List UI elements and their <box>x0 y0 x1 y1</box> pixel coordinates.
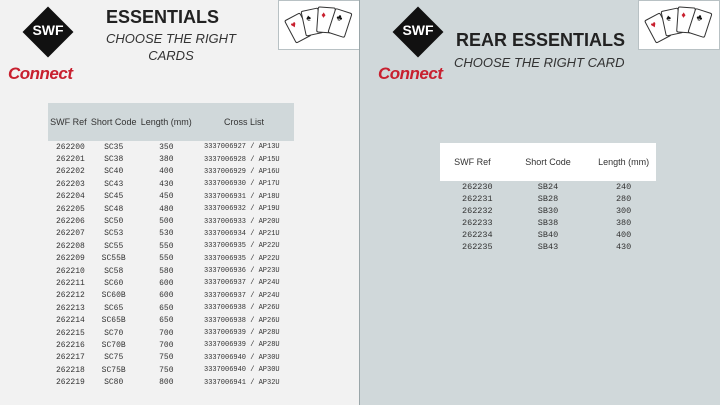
subtitle-line-2: CARDS <box>148 48 194 63</box>
cell-length: 800 <box>159 378 174 388</box>
page-title: ESSENTIALS <box>106 7 220 27</box>
cell-length: 700 <box>159 340 174 350</box>
table-row <box>48 166 294 178</box>
cell-short-code: SC70 <box>104 328 124 338</box>
table-row <box>48 191 294 203</box>
cell-swf-ref: 262219 <box>56 378 85 388</box>
cell-swf-ref: 262212 <box>56 291 85 301</box>
cell-cross-list: 3337006932 / AP19U <box>204 205 280 214</box>
cell-short-code: SC35 <box>104 142 124 152</box>
table-row <box>48 203 294 215</box>
cell-short-code: SC38 <box>104 155 124 165</box>
cell-length: 600 <box>159 291 174 301</box>
cell-swf-ref: 262215 <box>56 328 85 338</box>
cell-short-code: SB28 <box>537 194 559 204</box>
table-header-row <box>440 143 656 181</box>
swf-connect-logo <box>378 14 468 84</box>
cell-swf-ref: 262217 <box>56 353 85 363</box>
cell-length: 580 <box>159 266 174 276</box>
cell-short-code: SC58 <box>104 266 124 276</box>
cell-swf-ref: 262202 <box>56 167 85 177</box>
cell-cross-list: 3337006933 / AP20U <box>204 217 280 226</box>
page-title: REAR ESSENTIALS <box>456 30 626 50</box>
table-row <box>48 265 294 277</box>
essentials-table <box>48 103 294 389</box>
cell-length: 380 <box>159 155 174 165</box>
rear-essentials-table <box>440 143 656 253</box>
cell-swf-ref: 262232 <box>462 206 493 216</box>
cell-swf-ref: 262230 <box>462 182 493 192</box>
cell-swf-ref: 262216 <box>56 340 85 350</box>
cell-length: 750 <box>159 365 174 375</box>
cell-cross-list: 3337006930 / AP17U <box>204 180 280 189</box>
cell-short-code: SC53 <box>104 229 124 239</box>
cell-swf-ref: 262214 <box>56 316 85 326</box>
cell-length: 380 <box>615 218 632 228</box>
cell-swf-ref: 262210 <box>56 266 85 276</box>
cell-swf-ref: 262233 <box>462 218 493 228</box>
cell-cross-list: 3337006935 / AP22U <box>204 242 280 251</box>
cell-short-code: SB40 <box>537 230 559 240</box>
header-cross-list: Cross List <box>194 103 294 141</box>
cell-short-code: SC50 <box>104 217 124 227</box>
cell-swf-ref: 262205 <box>56 204 85 214</box>
table-row <box>48 178 294 190</box>
cell-cross-list: 3337006938 / AP26U <box>204 316 280 325</box>
cell-cross-list: 3337006939 / AP28U <box>204 341 280 350</box>
table-row <box>440 205 656 217</box>
cell-cross-list: 3337006937 / AP24U <box>204 291 280 300</box>
cell-length: 280 <box>615 194 632 204</box>
cell-short-code: SC70B <box>101 340 126 350</box>
cell-cross-list: 3337006940 / AP30U <box>204 366 280 375</box>
cell-length: 650 <box>159 316 174 326</box>
cell-swf-ref: 262231 <box>462 194 493 204</box>
cell-short-code: SC55B <box>101 254 126 264</box>
cell-cross-list: 3337006935 / AP22U <box>204 254 280 263</box>
cell-swf-ref: 262204 <box>56 192 85 202</box>
cell-cross-list: 3337006934 / AP21U <box>204 229 280 238</box>
table-row <box>48 253 294 265</box>
cell-length: 550 <box>159 254 174 264</box>
header-length: Length (mm) <box>139 103 194 141</box>
cell-swf-ref: 262207 <box>56 229 85 239</box>
cell-length: 430 <box>159 179 174 189</box>
cell-short-code: SC60B <box>101 291 126 301</box>
cell-short-code: SB43 <box>537 242 559 252</box>
cell-length: 700 <box>159 328 174 338</box>
header-short-code: Short Code <box>505 143 591 181</box>
playing-cards-fan-icon: ♥ ♠ ♦ ♣ <box>278 0 360 50</box>
table-row <box>440 193 656 205</box>
header-swf-ref: SWF Ref <box>48 103 89 141</box>
cell-swf-ref: 262209 <box>56 254 85 264</box>
table-row <box>48 240 294 252</box>
cell-length: 300 <box>615 206 632 216</box>
cell-short-code: SC80 <box>104 378 124 388</box>
cell-short-code: SC75B <box>101 365 126 375</box>
cell-length: 240 <box>615 182 632 192</box>
cell-length: 500 <box>159 217 174 227</box>
cell-swf-ref: 262200 <box>56 142 85 152</box>
header-swf-ref: SWF Ref <box>440 143 505 181</box>
table-header-row <box>48 103 294 141</box>
page-subtitle <box>96 30 246 64</box>
header-length: Length (mm) <box>591 143 656 181</box>
table-row <box>48 314 294 326</box>
cell-short-code: SB30 <box>537 206 559 216</box>
table-row <box>48 228 294 240</box>
cell-cross-list: 3337006936 / AP23U <box>204 267 280 276</box>
cell-length: 530 <box>159 229 174 239</box>
table-row <box>48 364 294 376</box>
logo-mark: SWF <box>402 22 434 38</box>
logo-mark: SWF <box>32 22 64 38</box>
cell-cross-list: 3337006941 / AP32U <box>204 378 280 387</box>
cell-short-code: SB38 <box>537 218 559 228</box>
cell-cross-list: 3337006937 / AP24U <box>204 279 280 288</box>
cell-cross-list: 3337006931 / AP18U <box>204 192 280 201</box>
table-row <box>48 302 294 314</box>
cell-short-code: SB24 <box>537 182 559 192</box>
table-row <box>48 277 294 289</box>
table-row <box>48 352 294 364</box>
cell-swf-ref: 262211 <box>56 278 85 288</box>
cell-swf-ref: 262208 <box>56 241 85 251</box>
table-row <box>48 376 294 388</box>
cell-cross-list: 3337006927 / AP13U <box>204 143 280 152</box>
page-subtitle: CHOOSE THE RIGHT CARD <box>454 55 625 70</box>
cell-short-code: SC55 <box>104 241 124 251</box>
table-row <box>48 327 294 339</box>
subtitle-line-1: CHOOSE THE RIGHT <box>105 31 236 46</box>
logo-wordmark: Connect <box>378 64 443 83</box>
cell-length: 750 <box>159 353 174 363</box>
table-row <box>440 241 656 253</box>
table-row <box>48 339 294 351</box>
cell-swf-ref: 262201 <box>56 155 85 165</box>
cell-length: 600 <box>159 278 174 288</box>
cell-cross-list: 3337006939 / AP28U <box>204 329 280 338</box>
cell-cross-list: 3337006929 / AP16U <box>204 167 280 176</box>
cell-cross-list: 3337006940 / AP30U <box>204 353 280 362</box>
cell-cross-list: 3337006938 / AP26U <box>204 304 280 313</box>
table-row <box>48 153 294 165</box>
logo-wordmark: Connect <box>8 64 73 83</box>
cell-cross-list: 3337006928 / AP15U <box>204 155 280 164</box>
cell-length: 550 <box>159 241 174 251</box>
table-row <box>440 217 656 229</box>
cell-swf-ref: 262213 <box>56 303 85 313</box>
playing-cards-fan-icon: ♥ ♠ ♦ ♣ <box>638 0 720 50</box>
cell-short-code: SC60 <box>104 278 124 288</box>
cell-short-code: SC65B <box>101 316 126 326</box>
cell-length: 400 <box>159 167 174 177</box>
table-row <box>48 141 294 153</box>
cell-short-code: SC43 <box>104 179 124 189</box>
cell-length: 430 <box>615 242 632 252</box>
cell-length: 400 <box>615 230 632 240</box>
cell-short-code: SC45 <box>104 192 124 202</box>
cell-length: 480 <box>159 204 174 214</box>
cell-swf-ref: 262235 <box>462 242 493 252</box>
table-row <box>48 215 294 227</box>
cell-swf-ref: 262203 <box>56 179 85 189</box>
swf-connect-logo <box>8 14 98 84</box>
cell-short-code: SC65 <box>104 303 124 313</box>
cell-swf-ref: 262206 <box>56 217 85 227</box>
cell-length: 350 <box>159 142 174 152</box>
right-slide-panel <box>360 0 720 405</box>
cell-swf-ref: 262218 <box>56 365 85 375</box>
cell-short-code: SC48 <box>104 204 124 214</box>
cell-length: 650 <box>159 303 174 313</box>
cell-short-code: SC75 <box>104 353 124 363</box>
cell-short-code: SC40 <box>104 167 124 177</box>
cell-swf-ref: 262234 <box>462 230 493 240</box>
table-row <box>440 229 656 241</box>
header-short-code: Short Code <box>89 103 139 141</box>
table-row <box>440 181 656 193</box>
table-row <box>48 290 294 302</box>
panel-divider <box>359 0 360 405</box>
cell-length: 450 <box>159 192 174 202</box>
